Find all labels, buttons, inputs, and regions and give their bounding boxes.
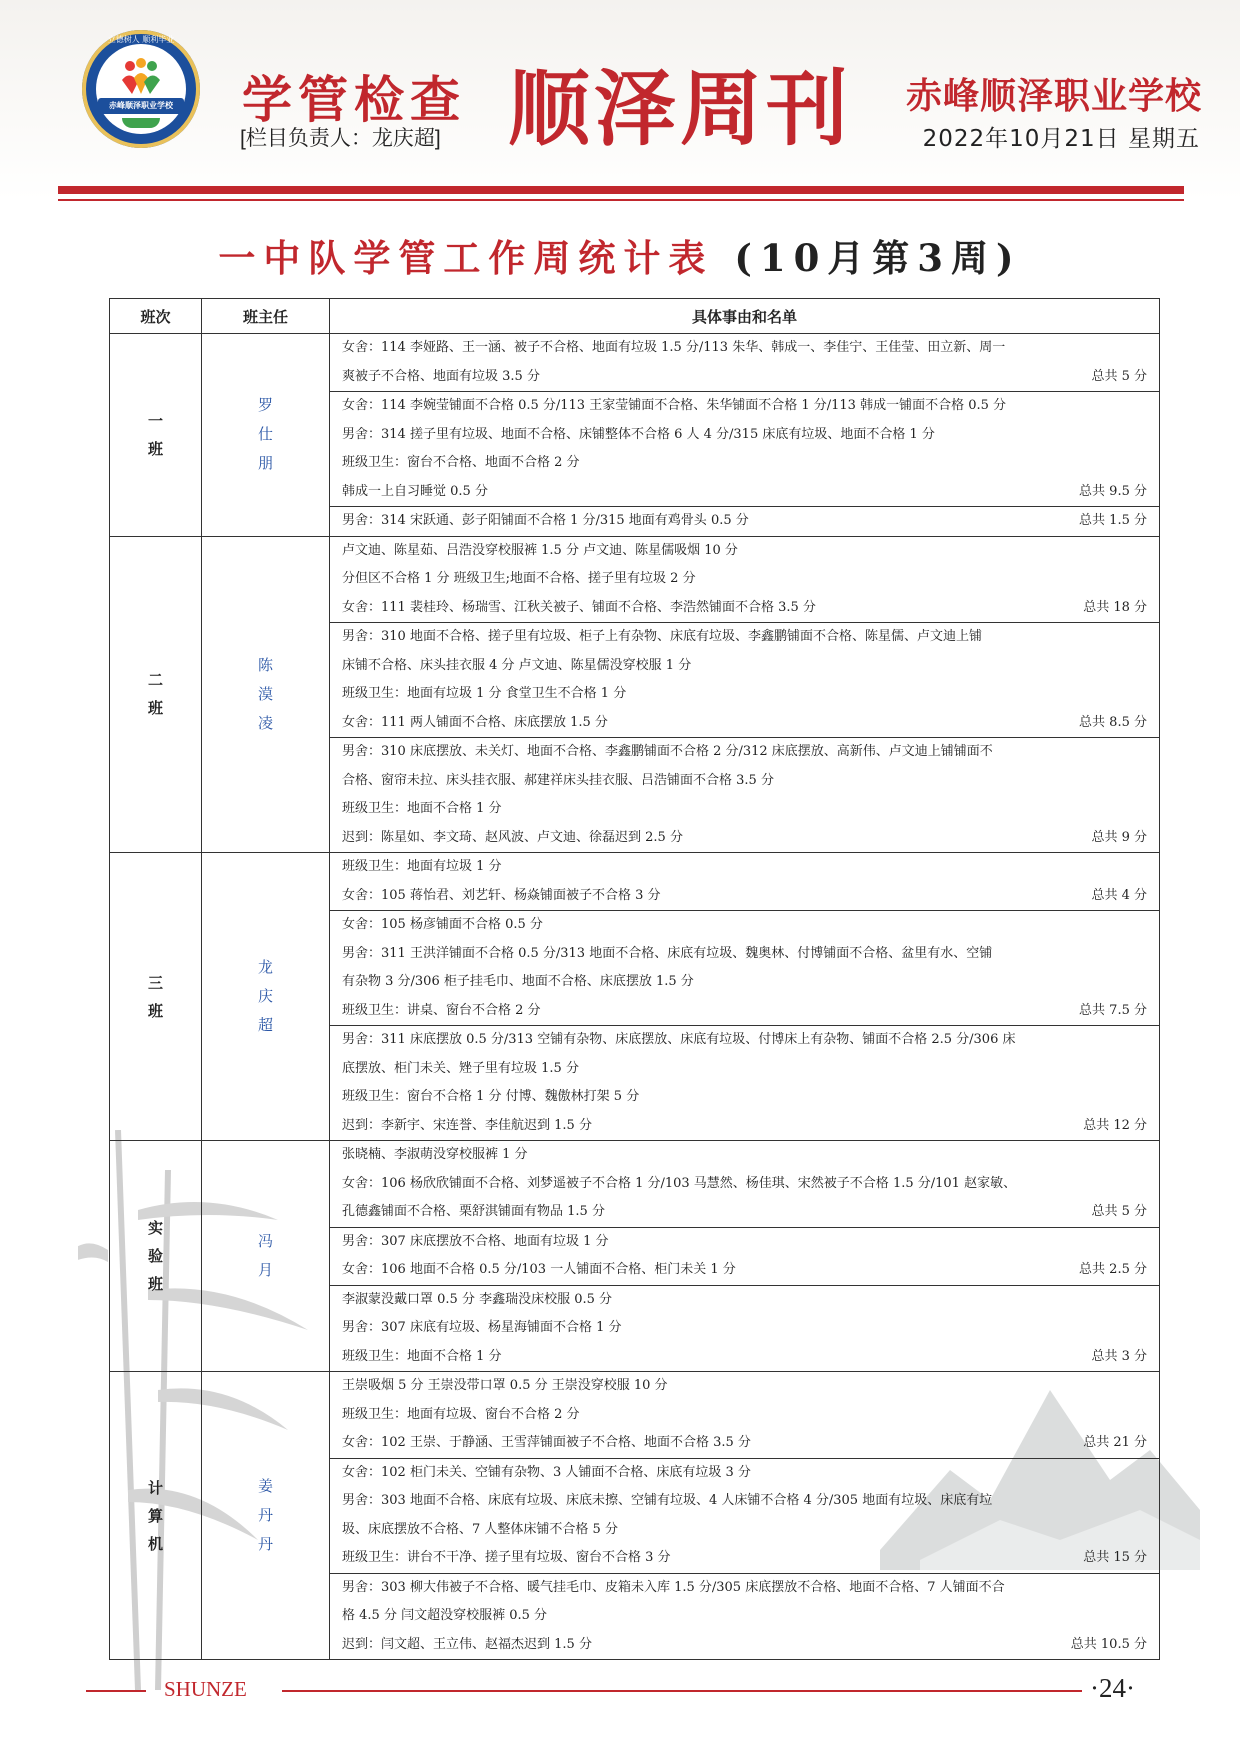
- detail-text: 韩成一上自习睡觉 0.5 分: [342, 483, 488, 499]
- detail-line: [330, 968, 1159, 997]
- detail-line: [330, 1112, 1159, 1141]
- details-cell: [330, 853, 1160, 911]
- issue-date: 2022年10月21日 星期五: [922, 126, 1200, 152]
- detail-text: 男舍：314 宋跃通、彭子阳铺面不合格 1 分/315 地面有鸡骨头 0.5 分: [342, 513, 749, 528]
- detail-text: 男舍：311 王洪洋铺面不合格 0.5 分/313 地面不合格、床底有垃圾、魏奥林、付博铺面不合格、盆里有水、空铺: [342, 945, 993, 961]
- detail-text: 女舍：114 李婉莹铺面不合格 0.5 分/113 王家莹铺面不合格、朱华铺面不合格 1 分/113 韩成一铺面不合格 0.5 分: [342, 398, 1007, 413]
- detail-text: 班级卫生：讲桌、窗台不合格 2 分: [342, 1002, 541, 1018]
- detail-line: [330, 421, 1159, 450]
- detail-text: 迟到：李新宇、宋连誉、李佳航迟到 1.5 分: [342, 1117, 592, 1133]
- detail-line: [330, 565, 1159, 594]
- detail-line: [330, 1602, 1159, 1631]
- detail-line: [330, 795, 1159, 824]
- details-cell: [330, 334, 1160, 392]
- detail-text: 男舍：314 搓子里有垃圾、地面不合格、床铺整体不合格 6 人 4 分/315 床底有垃圾、地面不合格 1 分: [342, 426, 935, 442]
- total-score: 总共 7.5 分: [1079, 1002, 1147, 1018]
- detail-text: 女舍：105 杨彦铺面不合格 0.5 分: [342, 917, 543, 932]
- column-header: 具体事由和名单: [330, 299, 1160, 334]
- detail-line: [330, 652, 1159, 681]
- detail-text: 女舍：106 杨欣欣铺面不合格、刘梦遥被子不合格 1 分/103 马慧然、杨佳琪、宋然被子不合格 1.5 分/101 赵家敏、: [342, 1175, 1017, 1191]
- detail-text: 女舍：111 裴桂玲、杨瑞雪、江秋关被子、铺面不合格、李浩然铺面不合格 3.5 分: [342, 599, 816, 615]
- table-row: [110, 1141, 1160, 1228]
- logo-text: 赤峰顺泽职业学校: [109, 101, 173, 110]
- detail-line: [330, 1631, 1159, 1660]
- logo-ring-text: 立德树人 顺利毕业: [107, 35, 175, 44]
- table-header-row: [110, 299, 1160, 334]
- document-title-main: 一中队学管工作周统计表: [218, 236, 714, 280]
- class-teacher-cell: 龙 庆 超: [202, 853, 330, 1141]
- detail-line: [330, 363, 1159, 392]
- detail-text: 迟到：陈星如、李文琦、赵风波、卢文迪、徐磊迟到 2.5 分: [342, 829, 683, 845]
- total-score: 总共 9.5 分: [1079, 483, 1147, 499]
- detail-text: 班级卫生：地面不合格 1 分: [342, 801, 502, 816]
- detail-line: [330, 1429, 1159, 1458]
- detail-line: [330, 1343, 1159, 1372]
- details-cell: [330, 1372, 1160, 1459]
- detail-line: [330, 623, 1159, 652]
- total-score: 总共 15 分: [1083, 1550, 1147, 1565]
- detail-line: [330, 882, 1159, 911]
- detail-line: [330, 507, 1159, 536]
- detail-text: 女舍：111 两人铺面不合格、床底摆放 1.5 分: [342, 714, 608, 730]
- section-owner: [栏目负责人：龙庆超]: [240, 127, 441, 150]
- class-teacher-cell: 罗 仕 朋: [202, 334, 330, 537]
- detail-line: [330, 1401, 1159, 1430]
- detail-text: 女舍：102 柜门未关、空铺有杂物、3 人铺面不合格、床底有垃圾 3 分: [342, 1464, 751, 1480]
- detail-line: [330, 1286, 1159, 1315]
- detail-text: 卢文迪、陈星茹、吕浩没穿校服裤 1.5 分 卢文迪、陈星儒吸烟 10 分: [342, 542, 738, 558]
- detail-text: 女舍：114 李娅路、王一涵、被子不合格、地面有垃圾 1.5 分/113 朱华、韩成一、李佳宁、王佳莹、田立新、周一: [342, 340, 1006, 355]
- detail-line: [330, 1314, 1159, 1343]
- total-score: 总共 3 分: [1091, 1348, 1147, 1364]
- detail-line: [330, 767, 1159, 796]
- total-score: 总共 1.5 分: [1079, 513, 1147, 528]
- class-teacher-cell: 冯 月: [202, 1141, 330, 1372]
- total-score: 总共 21 分: [1083, 1435, 1147, 1450]
- detail-text: 男舍：307 床底有垃圾、杨星海铺面不合格 1 分: [342, 1320, 622, 1335]
- header-rule-thin: [58, 199, 1184, 201]
- detail-line: [330, 853, 1159, 882]
- total-score: 总共 9 分: [1091, 829, 1147, 845]
- detail-text: 班级卫生：地面有垃圾 1 分: [342, 859, 502, 874]
- detail-text: 格 4.5 分 闫文超没穿校服裤 0.5 分: [342, 1608, 548, 1623]
- details-cell: [330, 623, 1160, 738]
- footer-rule: [282, 1690, 1082, 1692]
- details-cell: [330, 1141, 1160, 1228]
- detail-text: 孔德鑫铺面不合格、栗舒淇铺面有物品 1.5 分: [342, 1204, 605, 1219]
- school-logo: [82, 30, 200, 148]
- details-cell: [330, 392, 1160, 507]
- detail-line: [330, 1516, 1159, 1545]
- total-score: 总共 5 分: [1091, 368, 1147, 384]
- detail-line: [330, 1141, 1159, 1170]
- total-score: 总共 12 分: [1083, 1117, 1147, 1133]
- detail-line: [330, 1544, 1159, 1573]
- school-name: 赤峰顺泽职业学校: [905, 76, 1202, 117]
- detail-line: [330, 392, 1159, 421]
- weekly-statistics-table: [109, 298, 1160, 1660]
- column-header: 班次: [110, 299, 202, 334]
- detail-text: 女舍：102 王崇、于静涵、王雪萍铺面被子不合格、地面不合格 3.5 分: [342, 1435, 751, 1450]
- detail-line: [330, 940, 1159, 969]
- class-name-cell: 二 班: [110, 536, 202, 853]
- detail-text: 爽被子不合格、地面有垃圾 3.5 分: [342, 368, 540, 384]
- detail-line: [330, 1228, 1159, 1257]
- document-title: [0, 228, 1240, 282]
- detail-line: [330, 824, 1159, 853]
- detail-text: 班级卫生：窗台不合格 1 分 付博、魏傲林打架 5 分: [342, 1089, 640, 1104]
- details-cell: [330, 1458, 1160, 1573]
- detail-line: [330, 997, 1159, 1026]
- detail-text: 李淑蒙没戴口罩 0.5 分 李鑫瑞没床校服 0.5 分: [342, 1291, 613, 1307]
- detail-text: 圾、床底摆放不合格、7 人整体床铺不合格 5 分: [342, 1521, 618, 1537]
- detail-text: 男舍：303 地面不合格、床底有垃圾、床底未擦、空铺有垃圾、4 人床铺不合格 4 分/305 地面有垃圾、床底有垃: [342, 1493, 993, 1508]
- detail-text: 女舍：105 蒋怡君、刘艺轩、杨焱铺面被子不合格 3 分: [342, 887, 661, 903]
- detail-line: [330, 709, 1159, 738]
- detail-line: [330, 594, 1159, 623]
- detail-line: [330, 1372, 1159, 1401]
- detail-text: 合格、窗帘未拉、床头挂衣服、郝建祥床头挂衣服、吕浩铺面不合格 3.5 分: [342, 772, 774, 788]
- logo-ribbon: [98, 98, 184, 114]
- detail-line: [330, 1055, 1159, 1084]
- details-cell: [330, 1573, 1160, 1660]
- detail-text: 班级卫生：地面不合格 1 分: [342, 1348, 502, 1364]
- header-rule-thick: [58, 186, 1184, 194]
- class-name-cell: 实 验 班: [110, 1141, 202, 1372]
- detail-line: [330, 334, 1159, 363]
- detail-line: [330, 1487, 1159, 1516]
- total-score: 总共 5 分: [1091, 1204, 1147, 1219]
- details-cell: [330, 1026, 1160, 1141]
- detail-text: 分但区不合格 1 分 班级卫生;地面不合格、搓子里有垃圾 2 分: [342, 571, 696, 586]
- detail-text: 男舍：307 床底摆放不合格、地面有垃圾 1 分: [342, 1233, 609, 1249]
- detail-line: [330, 1026, 1159, 1055]
- detail-text: 张晓楠、李淑萌没穿校服裤 1 分: [342, 1147, 528, 1162]
- document-title-period: (10月第3周): [734, 236, 1022, 280]
- detail-text: 底摆放、柜门未关、矬子里有垃圾 1.5 分: [342, 1060, 579, 1076]
- class-name-cell: 一 班: [110, 334, 202, 537]
- details-cell: [330, 1227, 1160, 1285]
- details-cell: [330, 1285, 1160, 1372]
- table-row: [110, 853, 1160, 911]
- table-row: [110, 1372, 1160, 1459]
- detail-text: 王崇吸烟 5 分 王崇没带口罩 0.5 分 王崇没穿校服 10 分: [342, 1378, 668, 1393]
- detail-line: [330, 1083, 1159, 1112]
- class-teacher-cell: 姜 丹 丹: [202, 1372, 330, 1660]
- class-teacher-cell: 陈 漠 凌: [202, 536, 330, 853]
- detail-line: [330, 680, 1159, 709]
- details-cell: [330, 507, 1160, 537]
- detail-line: [330, 478, 1159, 507]
- table-row: [110, 536, 1160, 623]
- total-score: 总共 18 分: [1083, 599, 1147, 615]
- detail-line: [330, 1256, 1159, 1285]
- detail-line: [330, 738, 1159, 767]
- people-icon: [118, 58, 164, 98]
- footer-brand: SHUNZE: [164, 1677, 247, 1701]
- detail-line: [330, 1170, 1159, 1199]
- detail-text: 男舍：311 床底摆放 0.5 分/313 空铺有杂物、床底摆放、床底有垃圾、付博床上有杂物、铺面不合格 2.5 分/306 床: [342, 1032, 1016, 1047]
- class-name-cell: 三 班: [110, 853, 202, 1141]
- total-score: 总共 10.5 分: [1070, 1636, 1147, 1652]
- detail-text: 班级卫生：地面有垃圾 1 分 食堂卫生不合格 1 分: [342, 686, 627, 701]
- detail-text: 迟到：闫文超、王立伟、赵福杰迟到 1.5 分: [342, 1636, 592, 1652]
- detail-line: [330, 1459, 1159, 1488]
- masthead-title: 顺泽周刊: [508, 61, 853, 157]
- details-cell: [330, 738, 1160, 853]
- column-header: 班主任: [202, 299, 330, 334]
- details-cell: [330, 536, 1160, 623]
- detail-line: [330, 911, 1159, 940]
- detail-text: 有杂物 3 分/306 柜子挂毛巾、地面不合格、床底摆放 1.5 分: [342, 974, 694, 989]
- detail-text: 床铺不合格、床头挂衣服 4 分 卢文迪、陈星儒没穿校服 1 分: [342, 657, 692, 673]
- page-number: ·24·: [1090, 1673, 1135, 1703]
- class-name-cell: 计 算 机: [110, 1372, 202, 1660]
- footer-rule-left: [86, 1690, 146, 1692]
- total-score: 总共 2.5 分: [1079, 1262, 1147, 1277]
- table-row: [110, 334, 1160, 392]
- detail-text: 男舍：310 地面不合格、搓子里有垃圾、柜子上有杂物、床底有垃圾、李鑫鹏铺面不合格、陈星儒、卢文迪上铺: [342, 629, 982, 644]
- detail-text: 男舍：303 柳大伟被子不合格、暖气挂毛巾、皮箱未入库 1.5 分/305 床底摆放不合格、地面不合格、7 人铺面不合: [342, 1579, 1005, 1595]
- logo-emblem: [96, 44, 186, 134]
- detail-text: 班级卫生：窗台不合格、地面不合格 2 分: [342, 455, 580, 470]
- detail-text: 男舍：310 床底摆放、未关灯、地面不合格、李鑫鹏铺面不合格 2 分/312 床底摆放、高新伟、卢文迪上铺铺面不: [342, 744, 993, 759]
- total-score: 总共 8.5 分: [1079, 714, 1147, 730]
- detail-line: [330, 1198, 1159, 1227]
- detail-line: [330, 449, 1159, 478]
- detail-text: 班级卫生：地面有垃圾、窗台不合格 2 分: [342, 1406, 580, 1422]
- detail-text: 班级卫生：讲台不干净、搓子里有垃圾、窗台不合格 3 分: [342, 1550, 671, 1565]
- details-cell: [330, 911, 1160, 1026]
- detail-line: [330, 537, 1159, 566]
- detail-text: 女舍：106 地面不合格 0.5 分/103 一人铺面不合格、柜门未关 1 分: [342, 1262, 736, 1277]
- total-score: 总共 4 分: [1091, 887, 1147, 903]
- section-name: 学管检查: [242, 71, 466, 129]
- detail-line: [330, 1574, 1159, 1603]
- hands-icon: [122, 118, 160, 128]
